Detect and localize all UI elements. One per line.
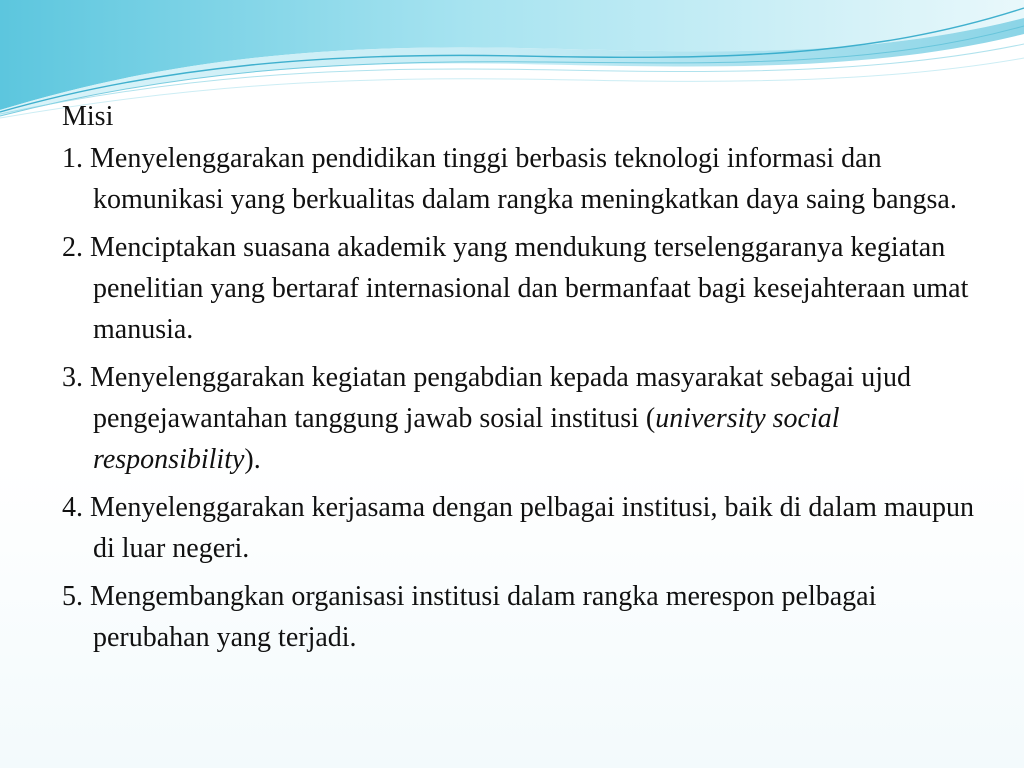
mission-item-4: 4. Menyelenggarakan kerjasama dengan pelbagai institusi, baik di dalam maupun di luar negeri. <box>62 492 975 564</box>
mission-item-3 <box>62 357 982 480</box>
mission-item-5: 5. Mengembangkan organisasi institusi dalam rangka merespon pelbagai perubahan yang terjadi. <box>62 581 877 653</box>
mission-item-2: 2. Menciptakan suasana akademik yang mendukung terselenggaranya kegiatan penelitian yang bertaraf internasional dan bermanfaat bagi kesejahteraan umat manusia. <box>62 232 969 345</box>
mission-item-1: 1. Menyelenggarakan pendidikan tinggi berbasis teknologi informasi dan komunikasi yang berkualitas dalam rangka meningkatkan daya saing bangsa. <box>62 143 957 215</box>
mission-item-3-suffix: ). <box>244 444 261 475</box>
mission-item-3-italic: university social responsibility <box>93 403 840 475</box>
mission-heading: Misi <box>62 101 114 132</box>
slide-content <box>62 96 982 665</box>
mission-item-3-prefix: 3. Menyelenggarakan kegiatan pengabdian kepada masyarakat sebagai ujud pengejawantahan tanggung jawab sosial institusi ( <box>62 362 911 434</box>
